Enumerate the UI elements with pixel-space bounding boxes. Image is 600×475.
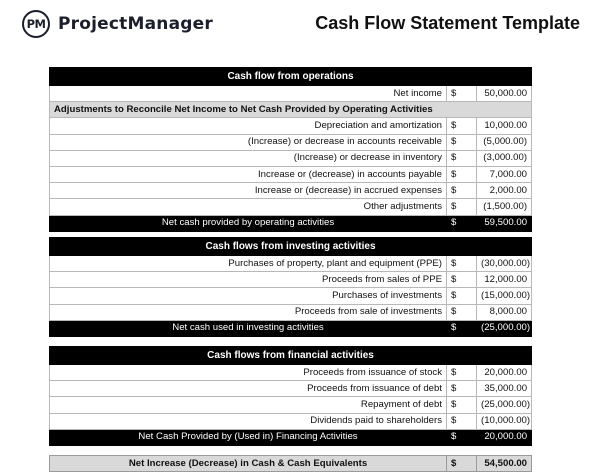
row-amount[interactable]: (3,000.00)	[477, 150, 532, 166]
row-currency: $	[447, 166, 477, 182]
table-row	[50, 365, 532, 381]
row-amount[interactable]: (15,000.00)	[477, 288, 532, 304]
row-label: Other adjustments	[50, 199, 447, 215]
table-row	[50, 86, 532, 102]
table-row	[50, 397, 532, 413]
row-currency: $	[447, 86, 477, 102]
brand-name: ProjectManager	[58, 14, 213, 34]
table-row	[50, 183, 532, 199]
table-row	[50, 413, 532, 429]
row-amount[interactable]: 8,000.00	[477, 304, 532, 320]
table-row	[50, 304, 532, 320]
row-label: Net income	[50, 86, 447, 102]
row-amount[interactable]: 2,000.00	[477, 183, 532, 199]
total-currency: $	[447, 320, 477, 336]
row-currency: $	[447, 183, 477, 199]
row-currency: $	[447, 304, 477, 320]
operations-total-row	[50, 215, 532, 231]
adjustments-header-row	[50, 102, 532, 118]
financing-header-row	[50, 347, 532, 365]
row-amount[interactable]: (25,000.00)	[477, 397, 532, 413]
table-row	[50, 256, 532, 272]
row-amount[interactable]: 20,000.00	[477, 365, 532, 381]
pm-logo-icon: PM	[22, 10, 50, 38]
table-row	[50, 272, 532, 288]
row-label: Purchases of property, plant and equipment (PPE)	[50, 256, 447, 272]
financing-total-row	[50, 429, 532, 445]
row-currency: $	[447, 150, 477, 166]
row-currency: $	[447, 365, 477, 381]
table-row	[50, 381, 532, 397]
row-label: (Increase) or decrease in accounts receivable	[50, 134, 447, 150]
row-currency: $	[447, 397, 477, 413]
total-currency: $	[447, 215, 477, 231]
row-amount[interactable]: (5,000.00)	[477, 134, 532, 150]
row-amount[interactable]: 7,000.00	[477, 166, 532, 182]
row-currency: $	[447, 199, 477, 215]
row-amount[interactable]: (1,500.00)	[477, 199, 532, 215]
page-title: Cash Flow Statement Template	[315, 13, 580, 33]
row-currency: $	[447, 272, 477, 288]
financing-table	[49, 346, 532, 446]
table-row	[50, 118, 532, 134]
table-row	[50, 134, 532, 150]
net-change-amount: 54,500.00	[477, 456, 532, 472]
row-label: (Increase) or decrease in inventory	[50, 150, 447, 166]
row-currency: $	[447, 134, 477, 150]
total-amount: 20,000.00	[477, 429, 532, 445]
section-header: Cash flows from financial activities	[50, 347, 532, 365]
row-amount[interactable]: 12,000.00	[477, 272, 532, 288]
row-label: Increase or (decrease) in accrued expenses	[50, 183, 447, 199]
total-amount: 59,500.00	[477, 215, 532, 231]
row-amount[interactable]: 50,000.00	[477, 86, 532, 102]
total-currency: $	[447, 429, 477, 445]
table-row	[50, 150, 532, 166]
operations-table	[49, 67, 532, 232]
net-change-table	[49, 455, 532, 472]
subsection-header: Adjustments to Reconcile Net Income to Net Cash Provided by Operating Activities	[50, 102, 532, 118]
row-label: Purchases of investments	[50, 288, 447, 304]
table-row	[50, 166, 532, 182]
row-label: Dividends paid to shareholders	[50, 413, 447, 429]
table-row	[50, 199, 532, 215]
net-change-currency: $	[447, 456, 477, 472]
net-change-row	[50, 456, 532, 472]
total-amount: (25,000.00)	[477, 320, 532, 336]
row-amount[interactable]: 10,000.00	[477, 118, 532, 134]
investing-total-row	[50, 320, 532, 336]
total-label: Net cash provided by operating activities	[50, 215, 447, 231]
row-label: Proceeds from sale of investments	[50, 304, 447, 320]
total-label: Net Cash Provided by (Used in) Financing Activities	[50, 429, 447, 445]
net-change-label: Net Increase (Decrease) in Cash & Cash Equivalents	[50, 456, 447, 472]
section-header: Cash flows from investing activities	[50, 238, 532, 256]
row-currency: $	[447, 381, 477, 397]
table-row	[50, 288, 532, 304]
section-header: Cash flow from operations	[50, 68, 532, 86]
row-currency: $	[447, 118, 477, 134]
operations-header-row	[50, 68, 532, 86]
row-amount[interactable]: 35,000.00	[477, 381, 532, 397]
row-label: Depreciation and amortization	[50, 118, 447, 134]
brand-logo	[22, 10, 213, 38]
row-currency: $	[447, 256, 477, 272]
row-label: Proceeds from issuance of debt	[50, 381, 447, 397]
investing-header-row	[50, 238, 532, 256]
row-currency: $	[447, 288, 477, 304]
row-amount[interactable]: (10,000.00)	[477, 413, 532, 429]
row-currency: $	[447, 413, 477, 429]
row-label: Increase or (decrease) in accounts payable	[50, 166, 447, 182]
row-label: Proceeds from sales of PPE	[50, 272, 447, 288]
row-amount[interactable]: (30,000.00)	[477, 256, 532, 272]
total-label: Net cash used in investing activities	[50, 320, 447, 336]
investing-table	[49, 237, 532, 337]
row-label: Proceeds from issuance of stock	[50, 365, 447, 381]
row-label: Repayment of debt	[50, 397, 447, 413]
